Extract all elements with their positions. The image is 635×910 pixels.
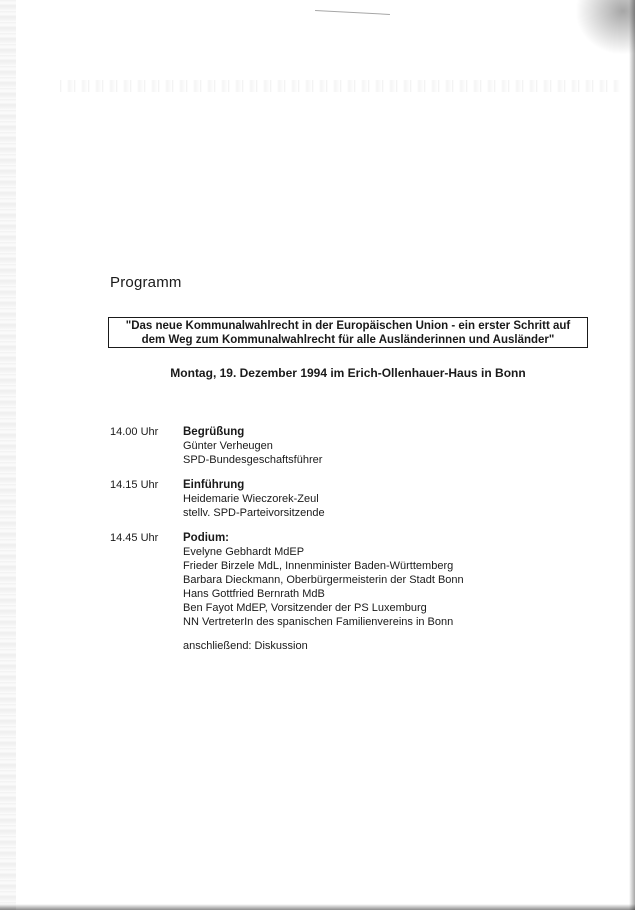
slot-line: Barbara Dieckmann, Oberbürgermeisterin der Stadt Bonn bbox=[183, 574, 464, 586]
slot-time: 14.45 Uhr bbox=[110, 532, 159, 544]
slot-label: Podium: bbox=[183, 532, 229, 544]
closing-discussion: anschließend: Diskussion bbox=[183, 640, 308, 652]
scan-noise-band bbox=[60, 80, 620, 92]
scan-stray-line bbox=[315, 10, 390, 15]
slot-body bbox=[183, 531, 590, 629]
slot-line: NN VertreterIn des spanischen Familienvereins in Bonn bbox=[183, 616, 454, 628]
page-heading: Programm bbox=[110, 274, 182, 291]
slot-time: 14.15 Uhr bbox=[110, 479, 159, 491]
slot-time: 14.00 Uhr bbox=[110, 426, 159, 438]
slot-label: Begrüßung bbox=[183, 426, 245, 438]
slot-line: SPD-Bundesgeschaftsführer bbox=[183, 454, 323, 466]
slot-label: Einführung bbox=[183, 479, 245, 491]
slot-line: Evelyne Gebhardt MdEP bbox=[183, 546, 305, 558]
slot-line: Heidemarie Wieczorek-Zeul bbox=[183, 493, 319, 505]
schedule-slot-introduction bbox=[110, 478, 590, 520]
slot-line: Günter Verheugen bbox=[183, 440, 273, 452]
date-location-line: Montag, 19. Dezember 1994 im Erich-Ollenhauer-Haus in Bonn bbox=[170, 366, 526, 380]
event-title-line-1: "Das neue Kommunalwahlrecht in der Europäischen Union - ein erster Schritt auf bbox=[125, 320, 571, 332]
event-title-line-2: dem Weg zum Kommunalwahlrecht für alle Ausländerinnen und Ausländer" bbox=[141, 334, 555, 346]
scan-smudge-top-right bbox=[575, 0, 635, 55]
schedule-slot-podium bbox=[110, 531, 590, 629]
scan-edge-bottom bbox=[0, 904, 635, 910]
slot-body bbox=[183, 425, 590, 467]
event-title-box bbox=[108, 317, 588, 348]
slot-line: Frieder Birzele MdL, Innenminister Baden-Württemberg bbox=[183, 560, 454, 572]
slot-line: Ben Fayot MdEP, Vorsitzender der PS Luxemburg bbox=[183, 602, 427, 614]
slot-line: Hans Gottfried Bernrath MdB bbox=[183, 588, 325, 600]
scan-edge-right bbox=[629, 0, 635, 910]
program-schedule bbox=[110, 425, 590, 652]
slot-line: stellv. SPD-Parteivorsitzende bbox=[183, 507, 325, 519]
scan-edge-left bbox=[0, 0, 16, 910]
schedule-slot-welcome bbox=[110, 425, 590, 467]
slot-body bbox=[183, 478, 590, 520]
